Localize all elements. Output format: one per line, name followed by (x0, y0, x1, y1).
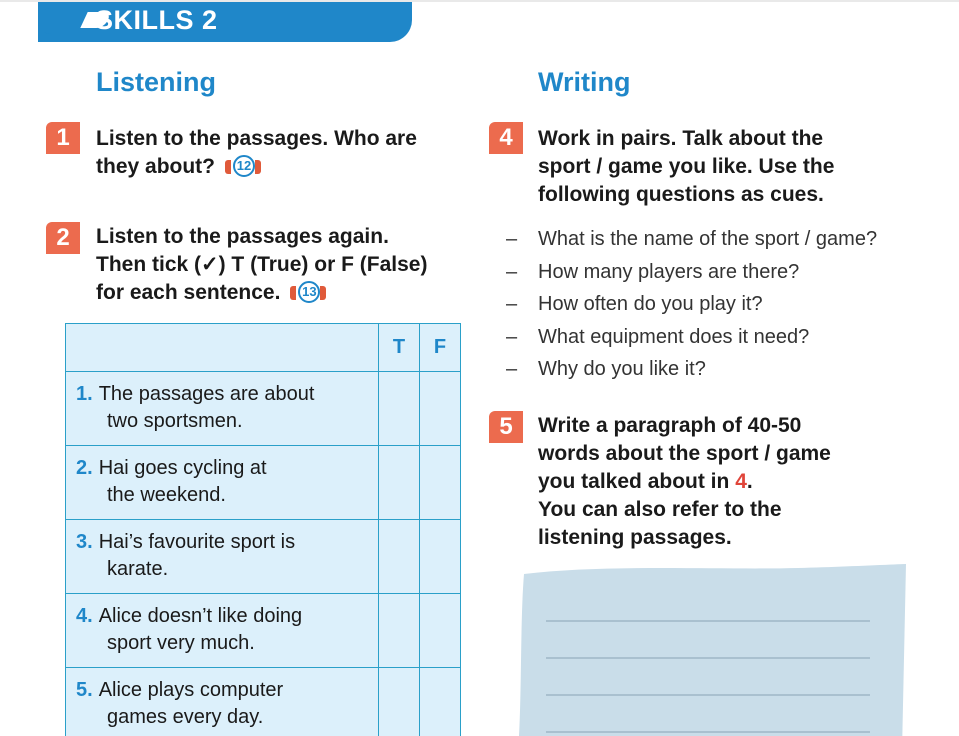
table-row (66, 446, 461, 520)
exercise-reference: 4 (735, 470, 747, 493)
false-checkbox-cell[interactable] (420, 520, 461, 594)
false-checkbox-cell[interactable] (420, 668, 461, 736)
page-title: SKILLS 2 (95, 5, 218, 35)
exercise-5-line-4: You can also refer to the (538, 498, 782, 521)
list-item: – What is the name of the sport / game? (506, 228, 878, 250)
writing-line[interactable] (546, 657, 870, 659)
exercise-2-line-3: for each sentence. 13 (96, 279, 427, 307)
list-item: – How many players are there? (506, 260, 800, 283)
table-row (66, 594, 461, 668)
table-row (66, 372, 461, 446)
exercise-1-number: 1 (46, 122, 80, 154)
exercise-5-line-2: words about the sport / game (538, 442, 831, 465)
true-checkbox-cell[interactable] (379, 668, 420, 736)
exercise-5-instruction (538, 412, 831, 552)
writing-line[interactable] (546, 620, 870, 622)
false-checkbox-cell[interactable] (420, 372, 461, 446)
true-header: T (379, 324, 420, 372)
false-header: F (420, 324, 461, 372)
true-checkbox-cell[interactable] (379, 446, 420, 520)
writing-line[interactable] (546, 694, 870, 696)
writing-paper (518, 562, 906, 736)
row-number: 5. (76, 679, 93, 701)
exercise-2-line-1: Listen to the passages again. (96, 225, 389, 248)
exercise-4-line-1: Work in pairs. Talk about the (538, 127, 824, 150)
true-checkbox-cell[interactable] (379, 520, 420, 594)
statement-cell: 4. Alice doesn’t like doing sport very much. (66, 594, 379, 668)
true-false-table (65, 323, 461, 736)
exercise-1-instruction (96, 125, 417, 181)
skills-banner (38, 2, 412, 42)
exercise-1-line-2: they about? 12 (96, 153, 417, 181)
table-row (66, 668, 461, 736)
listening-heading: Listening (96, 67, 216, 97)
writing-heading: Writing (538, 67, 631, 97)
writing-line[interactable] (546, 731, 870, 733)
true-checkbox-cell[interactable] (379, 594, 420, 668)
table-header-row (66, 324, 461, 372)
statement-cell: 3. Hai’s favourite sport is karate. (66, 520, 379, 594)
exercise-5-line-3: you talked about in 4. (538, 470, 753, 493)
exercise-2-line-2: Then tick (✓) T (True) or F (False) (96, 253, 428, 276)
statement-header (66, 324, 379, 372)
row-number: 4. (76, 605, 93, 627)
exercise-2-instruction (96, 223, 427, 307)
true-checkbox-cell[interactable] (379, 372, 420, 446)
exercise-4-line-2: sport / game you like. Use the (538, 155, 835, 178)
list-item: – How often do you play it? (506, 293, 763, 315)
list-item: – What equipment does it need? (506, 325, 810, 348)
exercise-4-number: 4 (489, 122, 523, 154)
row-number: 2. (76, 457, 93, 479)
banner-tab (38, 8, 82, 34)
exercise-5-number: 5 (489, 411, 523, 443)
audio-track-12-icon[interactable]: 12 (225, 155, 261, 179)
statement-cell: 1. The passages are about two sportsmen. (66, 372, 379, 446)
exercise-4-instruction (538, 125, 834, 209)
statement-cell: 5. Alice plays computer games every day. (66, 668, 379, 736)
exercise-5-line-5: listening passages. (538, 526, 732, 549)
statement-cell: 2. Hai goes cycling at the weekend. (66, 446, 379, 520)
table-row (66, 520, 461, 594)
cue-question-list (506, 224, 877, 387)
list-item: – Why do you like it? (506, 358, 706, 380)
row-number: 1. (76, 383, 93, 405)
exercise-4-line-3: following questions as cues. (538, 183, 824, 206)
row-number: 3. (76, 531, 93, 553)
false-checkbox-cell[interactable] (420, 594, 461, 668)
audio-track-13-icon[interactable]: 13 (290, 281, 326, 305)
exercise-2-number: 2 (46, 222, 80, 254)
false-checkbox-cell[interactable] (420, 446, 461, 520)
exercise-5-line-1: Write a paragraph of 40-50 (538, 414, 802, 437)
exercise-1-line-1: Listen to the passages. Who are (96, 127, 417, 150)
